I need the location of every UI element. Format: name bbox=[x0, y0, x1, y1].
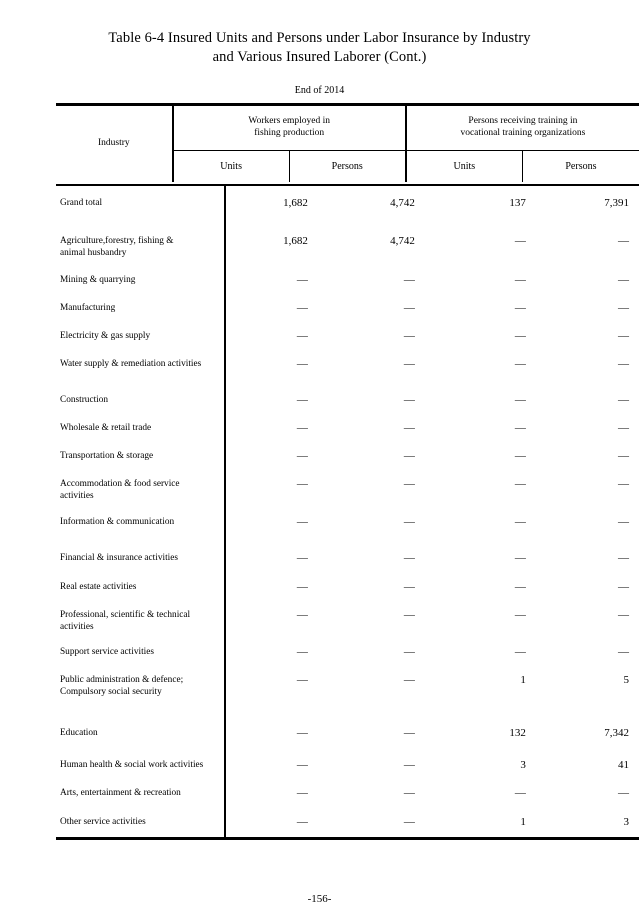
table-cell: — bbox=[617, 787, 629, 799]
column-group-header-fishing bbox=[173, 103, 406, 151]
title-line-2: and Various Insured Laborer (Cont.) bbox=[212, 49, 427, 65]
group-vocational-line-1: Persons receiving training in bbox=[468, 115, 578, 126]
table-cell: — bbox=[514, 787, 526, 799]
table-cell: — bbox=[617, 450, 629, 462]
table-cell: — bbox=[296, 302, 308, 314]
table-cell: — bbox=[617, 274, 629, 286]
row-label bbox=[56, 517, 215, 529]
row-label-line-2: activities bbox=[60, 490, 94, 501]
table-cell: — bbox=[617, 302, 629, 314]
table-cell: — bbox=[296, 330, 308, 342]
table-cell: — bbox=[617, 478, 629, 490]
row-label-line-1: Information & communication bbox=[60, 517, 175, 527]
row-label bbox=[56, 275, 215, 287]
table-row bbox=[56, 303, 639, 315]
row-label bbox=[56, 760, 215, 772]
row-label bbox=[56, 817, 215, 829]
table-cell: — bbox=[296, 674, 308, 686]
table-cell: — bbox=[514, 330, 526, 342]
row-label-line-1: Other service activities bbox=[60, 817, 146, 827]
table-cell: — bbox=[296, 552, 308, 564]
row-label-line-1: Arts, entertainment & recreation bbox=[60, 788, 181, 798]
table-cell: — bbox=[514, 516, 526, 528]
row-label bbox=[56, 236, 215, 259]
table-row bbox=[56, 331, 639, 343]
row-label bbox=[56, 788, 215, 800]
row-label-line-1: Education bbox=[60, 728, 98, 738]
row-label-line-1: Mining & quarrying bbox=[60, 275, 136, 285]
row-label-line-1: Manufacturing bbox=[60, 303, 116, 313]
row-label bbox=[56, 331, 215, 343]
table-cell: — bbox=[296, 646, 308, 658]
table-cell: — bbox=[403, 674, 415, 686]
table-cell: — bbox=[403, 394, 415, 406]
table-cell: — bbox=[403, 450, 415, 462]
table-row bbox=[56, 610, 639, 633]
row-label bbox=[56, 647, 215, 659]
table-cell: — bbox=[514, 394, 526, 406]
table-cell: — bbox=[617, 235, 629, 247]
table-cell: — bbox=[403, 552, 415, 564]
table-cell: — bbox=[403, 358, 415, 370]
table-cell: 3 bbox=[520, 759, 526, 771]
table-cell: — bbox=[403, 516, 415, 528]
table-row bbox=[56, 395, 639, 407]
table-cell: — bbox=[403, 478, 415, 490]
row-label-line-2: Compulsory social security bbox=[60, 686, 162, 697]
table-cell: — bbox=[403, 816, 415, 828]
row-label-line-2: activities bbox=[60, 621, 94, 632]
table-row bbox=[56, 359, 639, 371]
table-cell: — bbox=[617, 422, 629, 434]
table-row bbox=[56, 760, 639, 772]
table-cell: 7,391 bbox=[604, 197, 629, 209]
table-cell: — bbox=[403, 759, 415, 771]
table-cell: 4,742 bbox=[390, 197, 415, 209]
table-cell: — bbox=[617, 581, 629, 593]
table-row bbox=[56, 647, 639, 659]
row-label-line-1: Agriculture,forestry, fishing & bbox=[60, 236, 174, 246]
row-label bbox=[56, 423, 215, 435]
table-cell: — bbox=[514, 274, 526, 286]
column-header-fishing-persons: Persons bbox=[289, 151, 406, 183]
group-fishing-line-1: Workers employed in bbox=[248, 115, 330, 126]
table-cell: — bbox=[296, 581, 308, 593]
table-cell: — bbox=[296, 274, 308, 286]
table-row bbox=[56, 236, 639, 259]
table-cell: — bbox=[617, 330, 629, 342]
table-cell: — bbox=[296, 787, 308, 799]
table-cell: 137 bbox=[509, 197, 526, 209]
table-row bbox=[56, 817, 639, 829]
table-cell: — bbox=[514, 235, 526, 247]
table-row bbox=[56, 675, 639, 698]
table-cell: — bbox=[296, 394, 308, 406]
table-cell: — bbox=[617, 609, 629, 621]
table-cell: 1 bbox=[520, 816, 526, 828]
table-cell: — bbox=[296, 516, 308, 528]
table-cell: — bbox=[514, 609, 526, 621]
row-label bbox=[56, 359, 215, 371]
table-cell: — bbox=[403, 274, 415, 286]
row-label-line-1: Public administration & defence; bbox=[60, 675, 184, 685]
row-label-line-1: Transportation & storage bbox=[60, 451, 154, 461]
table-cell: — bbox=[296, 478, 308, 490]
table-cell: — bbox=[296, 727, 308, 739]
table-cell: — bbox=[296, 609, 308, 621]
table-row bbox=[56, 788, 639, 800]
table-cell: — bbox=[403, 787, 415, 799]
table-cell: — bbox=[296, 358, 308, 370]
row-label bbox=[56, 728, 215, 740]
table-cell: — bbox=[296, 816, 308, 828]
table-header bbox=[56, 103, 639, 182]
table-cell: — bbox=[514, 450, 526, 462]
page-number: -156- bbox=[307, 893, 332, 905]
row-label bbox=[56, 198, 215, 210]
group-vocational-line-2: vocational training organizations bbox=[460, 127, 586, 138]
table-period-subtitle: End of 2014 bbox=[294, 85, 345, 96]
table-row bbox=[56, 479, 639, 502]
row-label-line-2: animal husbandry bbox=[60, 247, 127, 258]
group-fishing-line-2: fishing production bbox=[254, 127, 325, 138]
table-cell: — bbox=[514, 302, 526, 314]
table-cell: — bbox=[617, 552, 629, 564]
column-group-header-vocational bbox=[406, 103, 639, 151]
table-cell: 3 bbox=[623, 816, 629, 828]
row-label-line-1: Grand total bbox=[60, 198, 103, 208]
table-row bbox=[56, 517, 639, 529]
table-cell: — bbox=[403, 581, 415, 593]
row-label bbox=[56, 675, 215, 698]
row-label-line-1: Real estate activities bbox=[60, 582, 137, 592]
row-label-line-1: Human health & social work activities bbox=[60, 760, 204, 770]
table-cell: — bbox=[617, 646, 629, 658]
table-row bbox=[56, 198, 639, 210]
title-line-1: Table 6-4 Insured Units and Persons under Labor Insurance by Industry bbox=[108, 30, 531, 46]
table-cell: — bbox=[514, 478, 526, 490]
row-label bbox=[56, 479, 215, 502]
row-label bbox=[56, 395, 215, 407]
table-cell: 41 bbox=[617, 759, 629, 771]
table-cell: 1,682 bbox=[283, 235, 308, 247]
table-cell: — bbox=[617, 516, 629, 528]
table-cell: — bbox=[514, 358, 526, 370]
column-header-vocational-units: Units bbox=[406, 151, 523, 183]
row-label-line-1: Water supply & remediation activities bbox=[60, 359, 202, 369]
column-header-fishing-units: Units bbox=[173, 151, 290, 183]
table-cell: 1,682 bbox=[283, 197, 308, 209]
row-label-line-1: Electricity & gas supply bbox=[60, 331, 151, 341]
table-cell: — bbox=[514, 581, 526, 593]
table-cell: 1 bbox=[520, 674, 526, 686]
row-label bbox=[56, 451, 215, 463]
table-cell: 5 bbox=[623, 674, 629, 686]
row-label-line-1: Professional, scientific & technical bbox=[60, 610, 191, 620]
table-cell: 132 bbox=[509, 727, 526, 739]
table-cell: — bbox=[514, 646, 526, 658]
table-cell: — bbox=[403, 302, 415, 314]
table-row bbox=[56, 582, 639, 594]
row-label-line-1: Support service activities bbox=[60, 647, 154, 657]
row-label bbox=[56, 303, 215, 315]
table-row bbox=[56, 423, 639, 435]
page-title bbox=[55, 29, 584, 67]
table-cell: — bbox=[296, 759, 308, 771]
row-label bbox=[56, 610, 215, 633]
row-label-line-1: Construction bbox=[60, 395, 109, 405]
table-cell: — bbox=[403, 727, 415, 739]
column-header-vocational-persons: Persons bbox=[565, 161, 597, 172]
table-cell: — bbox=[296, 422, 308, 434]
table-bottom-rule bbox=[56, 837, 639, 840]
table-cell: — bbox=[617, 358, 629, 370]
row-label bbox=[56, 553, 215, 565]
table-cell: 4,742 bbox=[390, 235, 415, 247]
table-cell: — bbox=[403, 330, 415, 342]
table-cell: — bbox=[403, 609, 415, 621]
table-cell: 7,342 bbox=[604, 727, 629, 739]
table-cell: — bbox=[514, 552, 526, 564]
column-header-industry: Industry bbox=[56, 103, 173, 182]
table-row bbox=[56, 275, 639, 287]
row-label-line-1: Wholesale & retail trade bbox=[60, 423, 152, 433]
row-label bbox=[56, 582, 215, 594]
row-label-line-1: Accommodation & food service bbox=[60, 479, 180, 489]
table-row bbox=[56, 728, 639, 740]
table-cell: — bbox=[403, 422, 415, 434]
table-cell: — bbox=[617, 394, 629, 406]
table-body bbox=[56, 186, 639, 837]
table-cell: — bbox=[296, 450, 308, 462]
table-row bbox=[56, 553, 639, 565]
table-row bbox=[56, 451, 639, 463]
table-cell: — bbox=[514, 422, 526, 434]
table-cell: — bbox=[403, 646, 415, 658]
row-label-line-1: Financial & insurance activities bbox=[60, 553, 178, 563]
